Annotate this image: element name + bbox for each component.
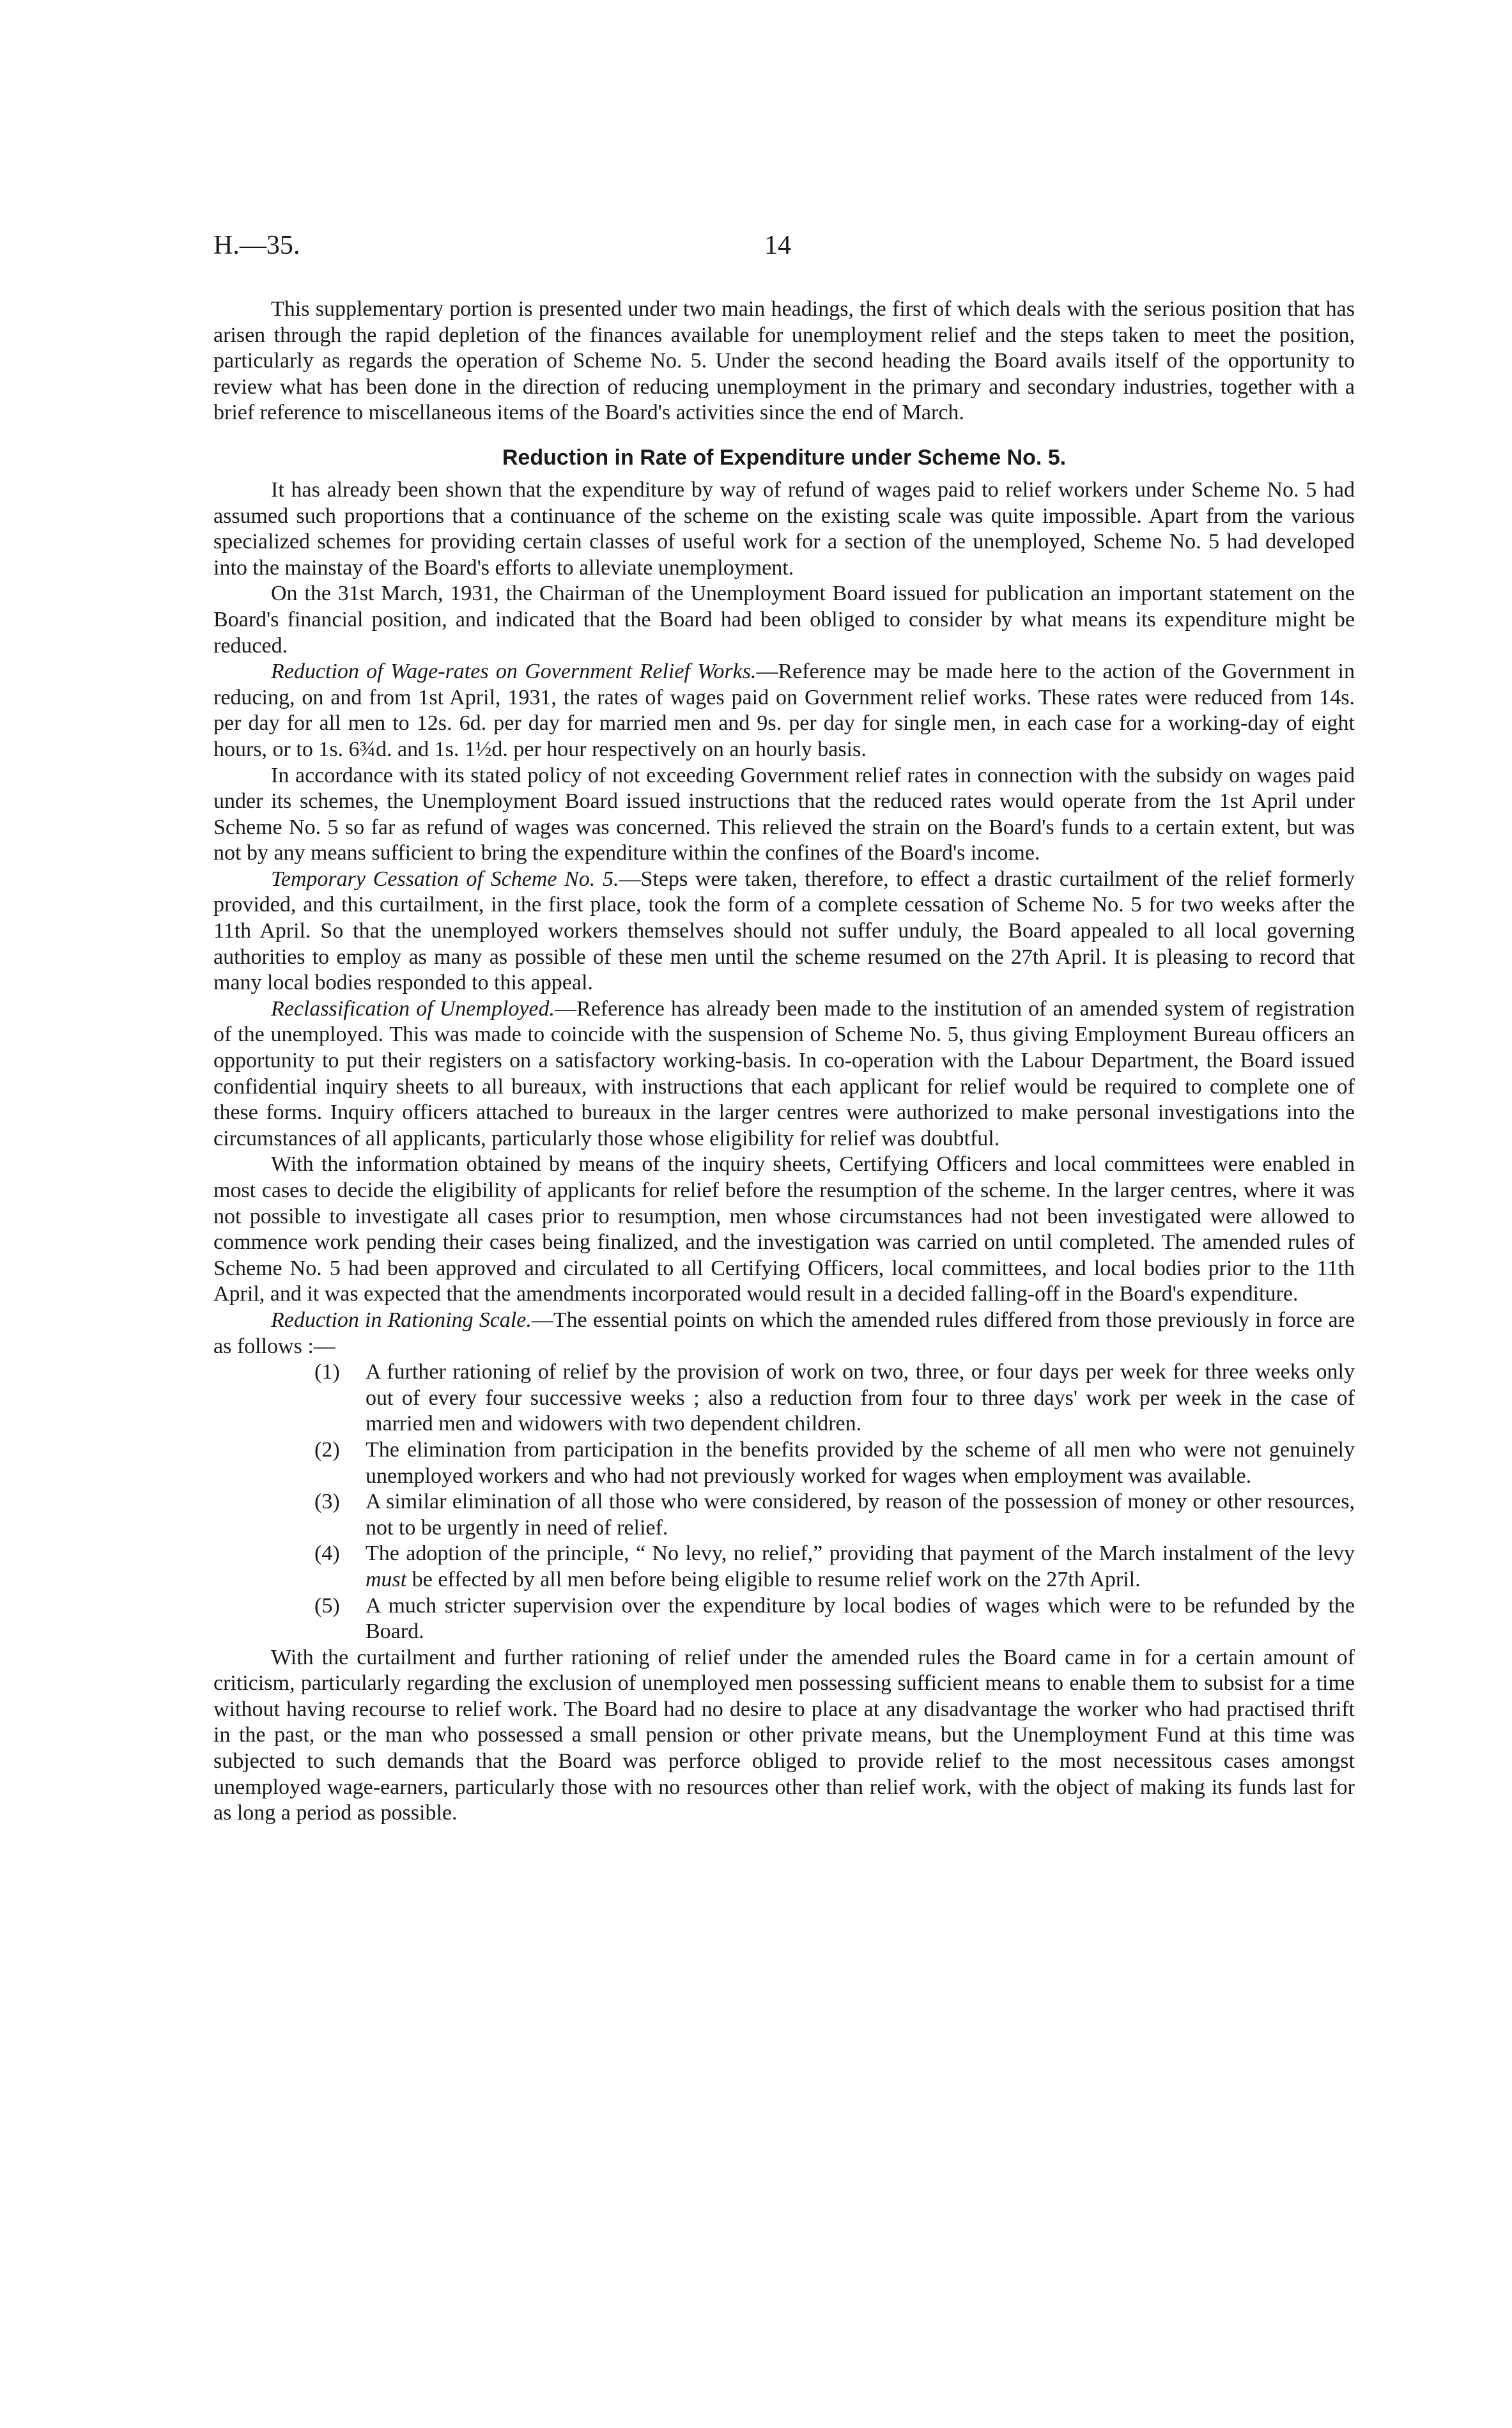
list-item-text: A similar elimination of all those who were considered, by reason of the possession of money or other resources, not to be urgently in need of relief. — [366, 1490, 1355, 1540]
paragraph-text: —The essential points on which the amended rules differed from those previously in force are as follows :— — [213, 1308, 1355, 1358]
list-item-text-part: The adoption of the principle, “ No levy, no relief,” providing that payment of the March instalment of the levy — [366, 1542, 1355, 1566]
paragraph-text: —Reference may be made here to the action of the Government in reducing, on and from 1st April, 1931, the rates of wages paid on Government relief works. These rates were reduced from 14s. per day for all men to 12s. 6d. per day for married men and 9s. per day for single men, in each case for a working-day of eight hours, or to 1s. 6¾d. and 1s. 1½d. per hour respectively on an hourly basis. — [213, 660, 1355, 761]
closing-paragraph: With the curtailment and further rationing of relief under the amended rules the Board came in for a certain amount of criticism, particularly regarding the exclusion of unemployed men possessing sufficient means to enable them to subsist for a time without having recourse to relief work. The Board had no desire to place at any disadvantage the worker who had practised thrift in the past, or the man who possessed a small pension or other private means, but the Unemployment Fund at this time was subjected to such demands that the Board was perforce obliged to provide relief to the most necessitous cases amongst unemployed wage-earners, particularly those with no resources other than relief work, with the object of making its funds last for as long a period as possible. — [213, 1645, 1355, 1825]
paragraph-policy: In accordance with its stated policy of not exceeding Government relief rates in connection with the subsidy on wages paid under its schemes, the Unemployment Board issued instructions that the reduced rates would operate from the 1st April under Scheme No. 5 so far as refund of wages was concerned. This relieved the strain on the Board's funds to a certain extent, but was not by any means sufficient to bring the expenditure within the confines of the Board's income. — [213, 763, 1355, 865]
paragraph-inquiry-sheets: With the information obtained by means of the inquiry sheets, Certifying Officers and local committees were enabled in most cases to decide the eligibility of applicants for relief before the resumption of the scheme. In the larger centres, where it was not possible to investigate all cases prior to resumption, men whose circumstances had not been investigated were allowed to commence work pending their cases being finalized, and the investigation was carried on until completed. The amended rules of Scheme No. 5 had been approved and circulated to all Certifying Officers, local committees, and local bodies prior to the 11th April, and it was expected that the amendments incorporated would result in a decided falling-off in the Board's expenditure. — [213, 1152, 1355, 1306]
list-item-text: A further rationing of relief by the provision of work on two, three, or four days per week for three weeks only out of every four successive weeks ; also a reduction from four to three days' work per week in the case of married men and widowers with two dependent children. — [366, 1360, 1355, 1436]
paragraph-reclassification — [213, 996, 1355, 1152]
list-item-number: (5) — [314, 1593, 340, 1618]
document-reference: H.—35. — [213, 231, 300, 260]
emphasis-must: must — [366, 1567, 407, 1591]
paragraph-wage-rates — [213, 659, 1355, 762]
list-item — [213, 1489, 1355, 1541]
page-number: 14 — [764, 231, 791, 260]
list-item-text: The elimination from participation in the benefits provided by the scheme of all men who were not genuinely unemployed workers and who had not previously worked for wages when employment was available. — [366, 1437, 1355, 1488]
list-item-number: (2) — [314, 1437, 340, 1462]
list-item — [213, 1359, 1355, 1437]
list-item-text: A much stricter supervision over the expenditure by local bodies of wages which were to be refunded by the Board. — [366, 1593, 1355, 1644]
paragraph-chairman-statement: On the 31st March, 1931, the Chairman of the Unemployment Board issued for publication an important statement on the Board's financial position, and indicated that the Board had been obliged to consider by what means its expenditure might be reduced. — [213, 582, 1355, 658]
paragraph-title: Reclassification of Unemployed. — [271, 996, 555, 1021]
section-heading: Reduction in Rate of Expenditure under Scheme No. 5. — [502, 445, 1067, 470]
paragraph-title: Reduction in Rationing Scale. — [271, 1308, 532, 1332]
paragraph-rationing-scale — [213, 1308, 1355, 1359]
list-item-text — [366, 1542, 1355, 1591]
list-item — [213, 1593, 1355, 1645]
paragraph-text: —Steps were taken, therefore, to effect a drastic curtailment of the relief formerly provided, and this curtailment, in the first place, took the form of a complete cessation of Scheme No. 5 for two weeks after the 11th April. So that the unemployed workers themselves should not suffer unduly, the Board appealed to all local governing authorities to employ as many as possible of these men until the scheme resumed on the 27th April. It is pleasing to record that many local bodies responded to this appeal. — [213, 867, 1355, 995]
page-header — [213, 230, 1428, 268]
paragraph-title: Reduction of Wage-rates on Government Relief Works. — [271, 660, 757, 684]
paragraph-text: —Reference has already been made to the institution of an amended system of registration of the unemployed. This was made to coincide with the suspension of Scheme No. 5, thus giving Employment Bureau officers an opportunity to put their registers on a satisfactory working-basis. In co-operation with the Labour Department, the Board issued confidential inquiry sheets to all bureaux, with instructions that each applicant for relief would be required to complete one of these forms. Inquiry officers attached to bureaux in the larger centres were authorized to make personal investigations into the circumstances of all applicants, particularly those whose eligibility for relief was doubtful. — [213, 996, 1355, 1150]
list-item-number: (3) — [314, 1490, 340, 1514]
paragraph-expenditure: It has already been shown that the expenditure by way of refund of wages paid to relief workers under Scheme No. 5 had assumed such proportions that a continuance of the scheme on the existing scale was quite impossible. Apart from the various specialized schemes for providing certain classes of useful work for a section of the unemployed, Scheme No. 5 had developed into the mainstay of the Board's efforts to alleviate unemployment. — [213, 477, 1355, 580]
list-item — [213, 1541, 1355, 1593]
list-item-text-part: be effected by all men before being eligible to resume relief work on the 27th April. — [406, 1567, 1141, 1591]
list-item-number: (1) — [314, 1360, 340, 1384]
document-body — [213, 297, 1355, 1827]
list-item-number: (4) — [314, 1542, 340, 1566]
paragraph-title: Temporary Cessation of Scheme No. 5. — [271, 867, 619, 891]
intro-paragraph: This supplementary portion is presented under two main headings, the first of which deals with the serious position that has arisen through the rapid depletion of the finances available for unemployment relief and the steps taken to meet the position, particularly as regards the operation of Scheme No. 5. Under the second heading the Board avails itself of the opportunity to review what has been done in the direction of reducing unemployment in the primary and secondary industries, together with a brief reference to miscellaneous items of the Board's activities since the end of March. — [213, 297, 1355, 425]
amended-rules-list — [213, 1359, 1355, 1645]
list-item — [213, 1437, 1355, 1489]
paragraph-temporary-cessation — [213, 867, 1355, 996]
